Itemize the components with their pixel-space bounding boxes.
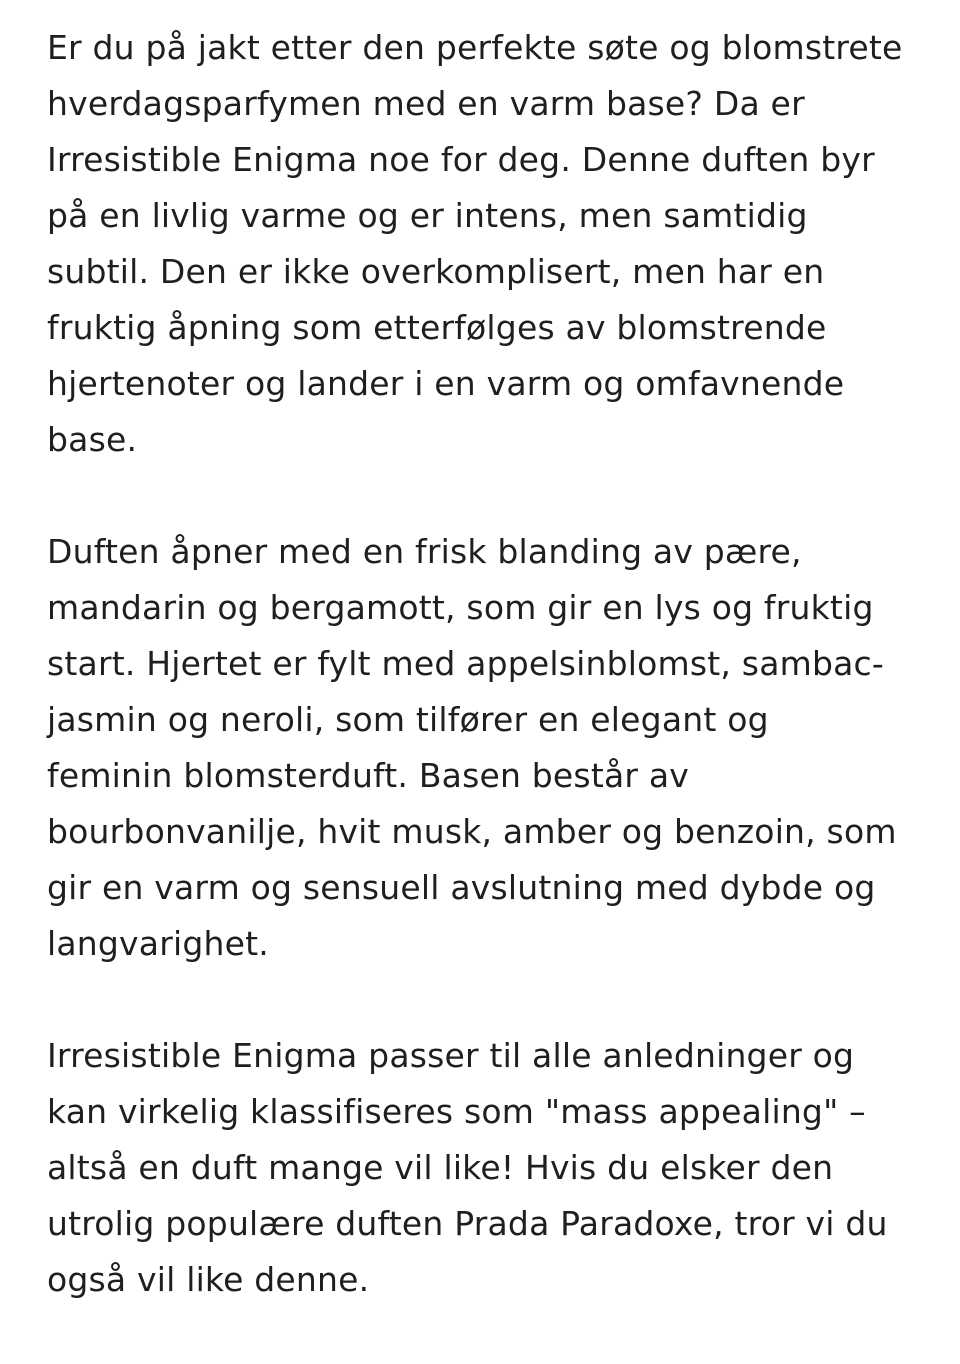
text-line: hverdagsparfymen med en varm base? Da er bbox=[47, 84, 805, 123]
text-line: hjertenoter og lander i en varm og omfavnende bbox=[47, 364, 845, 403]
text-line: gir en varm og sensuell avslutning med dybde og bbox=[47, 868, 876, 907]
text-line: start. Hjertet er fylt med appelsinblomst, sambac- bbox=[47, 644, 884, 683]
text-line: Irresistible Enigma noe for deg. Denne duften byr bbox=[47, 140, 875, 179]
text-line: jasmin og neroli, som tilfører en elegant og bbox=[47, 700, 769, 739]
text-line: altså en duft mange vil like! Hvis du elsker den bbox=[47, 1148, 834, 1187]
text-line: feminin blomsterduft. Basen består av bbox=[47, 756, 689, 795]
paragraph-intro bbox=[47, 20, 927, 468]
text-line: fruktig åpning som etterfølges av blomstrende bbox=[47, 308, 827, 347]
text-line: subtil. Den er ikke overkomplisert, men har en bbox=[47, 252, 825, 291]
text-line: bourbonvanilje, hvit musk, amber og benzoin, som bbox=[47, 812, 897, 851]
text-line: mandarin og bergamott, som gir en lys og fruktig bbox=[47, 588, 874, 627]
text-line: Er du på jakt etter den perfekte søte og blomstrete bbox=[47, 28, 903, 67]
text-line: langvarighet. bbox=[47, 924, 269, 963]
paragraph-recommendation bbox=[47, 1028, 927, 1308]
article-body bbox=[47, 20, 927, 1364]
text-line: også vil like denne. bbox=[47, 1260, 370, 1299]
text-line: utrolig populære duften Prada Paradoxe, tror vi du bbox=[47, 1204, 888, 1243]
text-line: Irresistible Enigma passer til alle anledninger og bbox=[47, 1036, 855, 1075]
text-line: base. bbox=[47, 420, 138, 459]
text-line: kan virkelig klassifiseres som "mass appealing" – bbox=[47, 1092, 866, 1131]
text-line: Duften åpner med en frisk blanding av pære, bbox=[47, 532, 802, 571]
paragraph-notes bbox=[47, 524, 927, 972]
text-line: på en livlig varme og er intens, men samtidig bbox=[47, 196, 808, 235]
